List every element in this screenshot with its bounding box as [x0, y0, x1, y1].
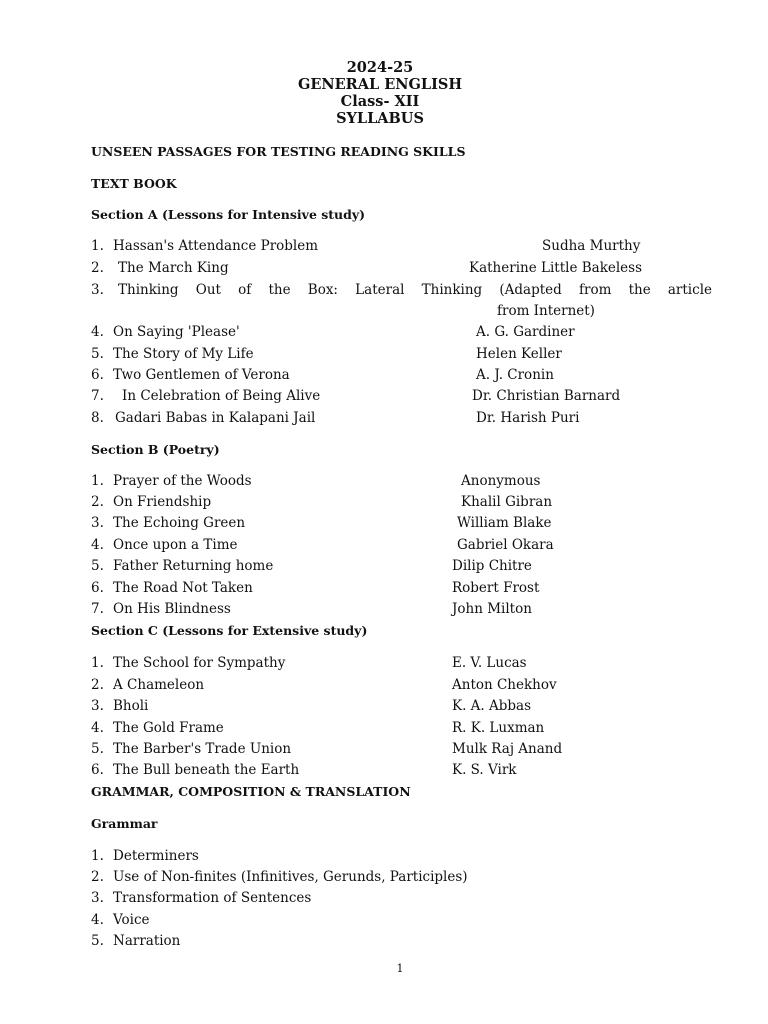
poem-title: Father Returning home [113, 558, 274, 574]
poem-author: Gabriel Okara [457, 537, 554, 553]
poem-author: William Blake [457, 515, 552, 531]
document-type: SYLLABUS [336, 110, 424, 127]
lesson-author: A. J. Cronin [476, 367, 554, 383]
grammar-topic: Narration [113, 933, 181, 949]
item-number: 3. [91, 890, 104, 906]
heading-unseen-passages: UNSEEN PASSAGES FOR TESTING READING SKILLS [91, 144, 466, 159]
item-number: 3. [91, 515, 104, 531]
item-number: 8. [91, 410, 104, 426]
heading-section-b: Section B (Poetry) [91, 442, 220, 457]
item-number: 3. [91, 282, 104, 298]
lesson-title: On Saying 'Please' [113, 324, 240, 340]
lesson-author: A. G. Gardiner [476, 324, 575, 340]
lesson-title: A Chameleon [113, 677, 205, 693]
item-number: 1. [91, 655, 104, 671]
item-number: 1. [91, 473, 104, 489]
heading-grammar-composition-translation: GRAMMAR, COMPOSITION & TRANSLATION [91, 784, 411, 799]
poem-title: On His Blindness [113, 601, 231, 617]
lesson-title: The Barber's Trade Union [113, 741, 292, 757]
lesson-title: Two Gentlemen of Verona [113, 367, 290, 383]
document-subject: GENERAL ENGLISH [297, 76, 463, 93]
lesson-author: Helen Keller [476, 346, 562, 362]
heading-grammar: Grammar [91, 816, 158, 831]
lesson-title: Hassan's Attendance Problem [113, 238, 319, 254]
lesson-title: Thinking Out of the Box: Lateral Thinking (Adapted from the article [118, 282, 712, 298]
item-number: 5. [91, 346, 104, 362]
item-number: 7. [91, 601, 104, 617]
item-number: 4. [91, 912, 104, 928]
lesson-author: Dr. Christian Barnard [472, 388, 621, 404]
lesson-title: In Celebration of Being Alive [122, 388, 321, 404]
lesson-author: K. S. Virk [452, 762, 517, 778]
lesson-author: Anton Chekhov [452, 677, 557, 693]
lesson-author: Mulk Raj Anand [452, 741, 563, 757]
lesson-author: R. K. Luxman [452, 720, 545, 736]
item-number: 6. [91, 762, 104, 778]
poem-author: John Milton [452, 601, 532, 617]
item-number: 5. [91, 741, 104, 757]
item-number: 2. [91, 494, 104, 510]
heading-text-book: TEXT BOOK [91, 176, 177, 191]
heading-section-c: Section C (Lessons for Extensive study) [91, 623, 368, 638]
poem-author: Robert Frost [452, 580, 540, 596]
lesson-author: Dr. Harish Puri [476, 410, 580, 426]
poem-title: Prayer of the Woods [113, 473, 252, 489]
item-number: 4. [91, 324, 104, 340]
item-number: 1. [91, 848, 104, 864]
document-class: Class- XII [340, 93, 420, 110]
lesson-author: E. V. Lucas [452, 655, 527, 671]
lesson-author: K. A. Abbas [452, 698, 532, 714]
item-number: 5. [91, 558, 104, 574]
item-number: 2. [91, 869, 104, 885]
poem-author: Anonymous [461, 473, 541, 489]
lesson-author: from Internet) [497, 303, 595, 319]
lesson-title: The School for Sympathy [113, 655, 286, 671]
poem-title: The Road Not Taken [113, 580, 253, 596]
poem-author: Dilip Chitre [452, 558, 532, 574]
lesson-title: The March King [118, 260, 229, 276]
item-number: 7. [91, 388, 104, 404]
item-number: 4. [91, 537, 104, 553]
item-number: 2. [91, 677, 104, 693]
page-number: 1 [396, 962, 404, 975]
item-number: 5. [91, 933, 104, 949]
lesson-title: Bholi [113, 698, 149, 714]
poem-title: The Echoing Green [113, 515, 246, 531]
lesson-author: Katherine Little Bakeless [469, 260, 643, 276]
item-number: 4. [91, 720, 104, 736]
lesson-title: The Gold Frame [113, 720, 224, 736]
item-number: 1. [91, 238, 104, 254]
item-number: 6. [91, 367, 104, 383]
poem-title: On Friendship [113, 494, 212, 510]
item-number: 2. [91, 260, 104, 276]
grammar-topic: Transformation of Sentences [113, 890, 312, 906]
lesson-title: The Bull beneath the Earth [113, 762, 300, 778]
poem-title: Once upon a Time [113, 537, 238, 553]
document-year: 2024-25 [346, 59, 414, 76]
lesson-title: The Story of My Life [113, 346, 254, 362]
lesson-author: Sudha Murthy [542, 238, 641, 254]
grammar-topic: Voice [113, 912, 150, 928]
item-number: 6. [91, 580, 104, 596]
lesson-title: Gadari Babas in Kalapani Jail [115, 410, 316, 426]
poem-author: Khalil Gibran [461, 494, 553, 510]
grammar-topic: Use of Non-finites (Infinitives, Gerunds, Participles) [113, 869, 468, 885]
item-number: 3. [91, 698, 104, 714]
grammar-topic: Determiners [113, 848, 199, 864]
heading-section-a: Section A (Lessons for Intensive study) [91, 207, 366, 222]
